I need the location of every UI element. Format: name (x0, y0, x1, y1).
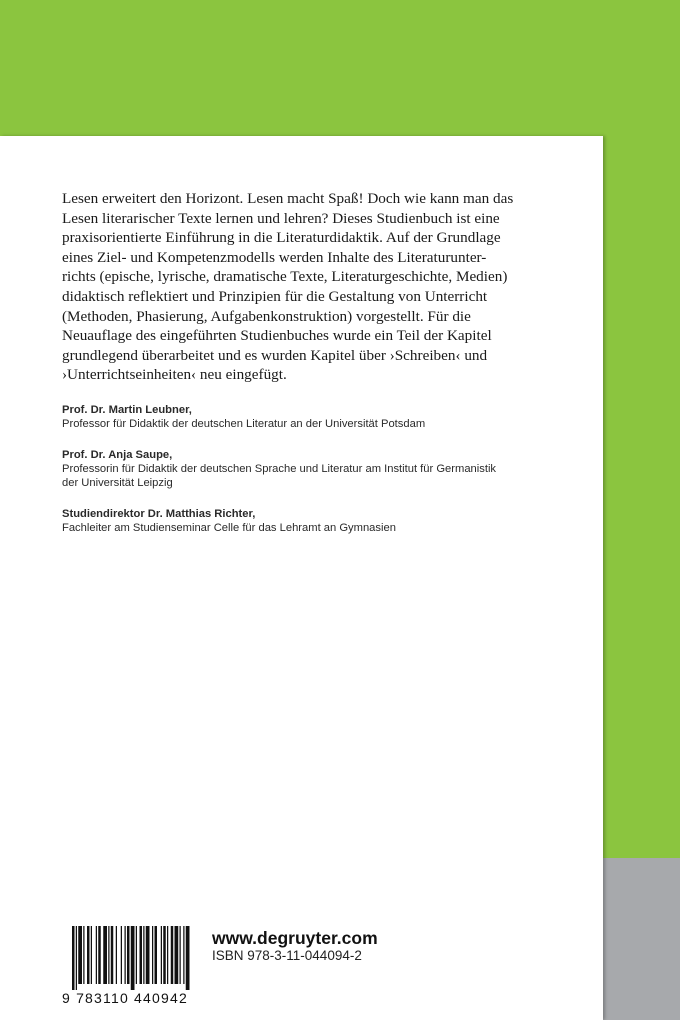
barcode-bar (175, 926, 179, 984)
author-description: Fachleiter am Studienseminar Celle für das Lehramt an Gymnasien (62, 522, 396, 534)
barcode-bar (76, 926, 77, 990)
barcode-bar (155, 926, 158, 984)
barcode-bar (108, 926, 109, 984)
blurb-line: (Methoden, Phasierung, Aufgabenkonstruktion) vorgestellt. Für die (62, 307, 471, 325)
author-entry (62, 403, 562, 431)
blurb-line: praxisorientierte Einführung in die Literaturdidaktik. Auf der Grundlage (62, 229, 501, 247)
author-entry (62, 448, 562, 490)
barcode-bar (121, 926, 122, 984)
barcode-bar (167, 926, 168, 984)
blurb-line: Neuauflage des eingeführten Studienbuches wurde ein Teil der Kapitel (62, 327, 492, 345)
blurb-line: Lesen literarischer Texte lernen und lehren? Dieses Studienbuch ist eine (62, 209, 500, 227)
barcode-bar (111, 926, 114, 984)
barcode-bar (143, 926, 144, 984)
blurb-line: grundlegend überarbeitet und es wurden Kapitel über ›Schreiben‹ und (62, 346, 488, 364)
barcode-bar (103, 926, 107, 984)
right-gray-band (603, 858, 680, 1020)
isbn-barcode (62, 926, 190, 1006)
top-green-band (0, 0, 680, 136)
barcode-bar (131, 926, 135, 990)
isbn-number: ISBN 978-3-11-044094-2 (212, 948, 362, 963)
blurb-line: Lesen erweitert den Horizont. Lesen macht Spaß! Doch wie kann man das (62, 190, 514, 207)
barcode-bar (83, 926, 84, 984)
author-name: Prof. Dr. Martin Leubner, (62, 404, 192, 416)
barcode-bar (161, 926, 162, 984)
barcode-bar (127, 926, 130, 984)
back-cover-page (0, 136, 603, 1020)
blurb-line: ›Unterrichtseinheiten‹ neu eingefügt. (62, 366, 287, 384)
barcode-bar (140, 926, 143, 984)
barcode-digits: 9 783110 440942 (62, 990, 188, 1006)
barcode-bar (87, 926, 90, 984)
barcode-bar (72, 926, 75, 990)
author-name: Prof. Dr. Anja Saupe, (62, 449, 173, 461)
author-description: Professorin für Didaktik der deutschen Sprache und Literatur am Institut für Germanistik (62, 463, 497, 475)
book-blurb (62, 189, 562, 385)
author-list (62, 403, 562, 552)
barcode-bar (152, 926, 153, 984)
barcode-bar (163, 926, 166, 984)
author-entry (62, 507, 562, 535)
author-name: Studiendirektor Dr. Matthias Richter, (62, 508, 256, 520)
blurb-line: richts (epische, lyrische, dramatische Texte, Literaturgeschichte, Medien) (62, 268, 508, 286)
barcode-bars (62, 926, 190, 990)
barcode-bar (136, 926, 137, 984)
barcode-bar (125, 926, 126, 984)
barcode-bar (146, 926, 150, 984)
barcode-bar (180, 926, 181, 984)
barcode-bar (96, 926, 97, 984)
barcode-bar (98, 926, 101, 984)
barcode-bar (171, 926, 174, 984)
barcode-bar (116, 926, 117, 984)
author-description: Professor für Didaktik der deutschen Literatur an der Universität Potsdam (62, 418, 426, 430)
right-green-band (603, 136, 680, 858)
blurb-line: eines Ziel- und Kompetenzmodells werden Inhalte des Literaturunter- (62, 248, 487, 266)
barcode-bar (183, 926, 184, 984)
barcode-bar (186, 926, 190, 990)
publisher-url: www.degruyter.com (212, 928, 378, 948)
barcode-bar (78, 926, 82, 984)
barcode-bar (91, 926, 92, 984)
author-description: der Universität Leipzig (62, 477, 173, 489)
blurb-line: didaktisch reflektiert und Prinzipien für die Gestaltung von Unterricht (62, 287, 488, 305)
